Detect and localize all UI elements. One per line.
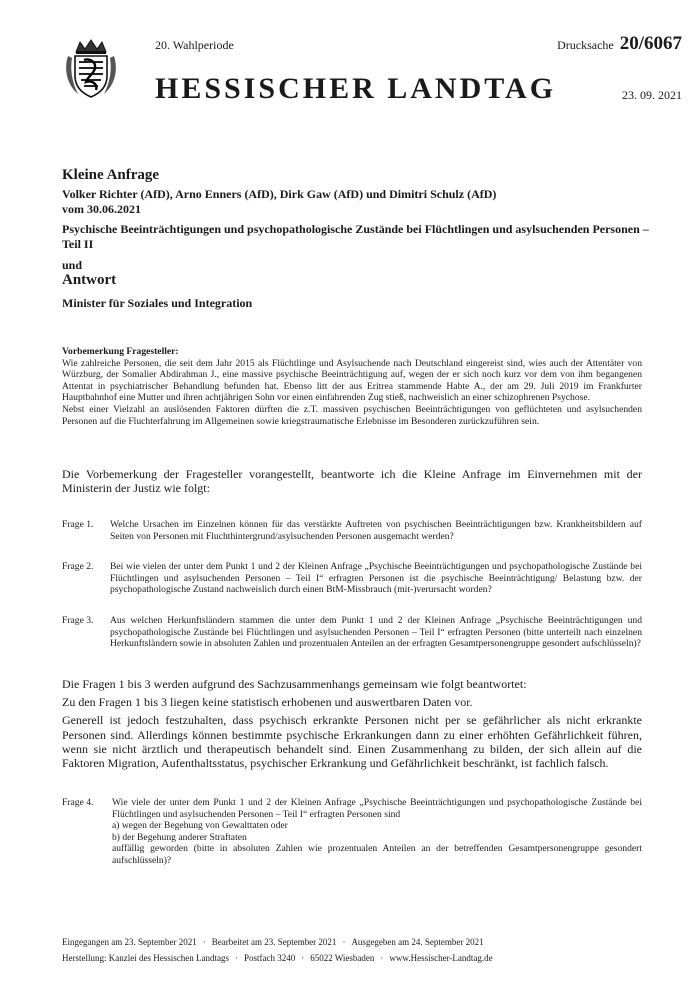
vom-date: vom 30.06.2021 — [62, 202, 141, 216]
frage-text: Bei wie vielen der unter dem Punkt 1 und 2 der Kleinen Anfrage „Psychische Beeinträchtigungen und psychopathologische Zustände bei Flüchtlingen und asylsuchenden Personen – Teil I“ erfragten Personen ist die psychische Beeinträchtigung/ Belastung bzw. der psychopathologische Zustand nachweislich durch einen BtM-Missbrauch (mit-)verursacht worden? — [110, 561, 642, 596]
footer-website-link[interactable]: www.Hessischer-Landtag.de — [389, 953, 493, 963]
und-text: und — [62, 258, 83, 272]
drucksache — [557, 33, 682, 55]
footer-publisher — [62, 953, 642, 963]
answer-paragraph-2: Zu den Fragen 1 bis 3 liegen keine statistisch erhobenen und auswertbaren Daten vor. — [62, 695, 473, 710]
footer-separator: · — [234, 953, 238, 963]
authors-block — [62, 187, 662, 217]
frage-2 — [62, 561, 644, 609]
frage-4-body — [112, 797, 642, 867]
answer-section — [62, 677, 642, 774]
footer-separator: · — [342, 937, 346, 947]
frage-label: Frage 3. — [62, 615, 94, 626]
authors: Volker Richter (AfD), Arno Enners (AfD), Dirk Gaw (AfD) und Dimitri Schulz (AfD) — [62, 187, 497, 201]
footer-dates — [62, 937, 642, 947]
footer-eingegangen: Eingegangen am 23. September 2021 — [62, 937, 197, 947]
answer-paragraph-3: Generell ist jedoch festzuhalten, dass psychisch erkrankte Personen nicht per se gefährlicher als nicht erkrankte Personen sind. Allerdings können bestimmte psychische Erkrankungen dann zu einer erhöhten Gefährlichkeit führen, wenn sie nicht ärztlich und therapeutisch behandelt sind. Einen Zusammenhang zu bilden, der sich allein auf die Faktoren Migration, Aufenthaltsstatus, psychischer Erkrankung und Gefährlichkeit beschränkt, ist fachlich falsch. — [62, 713, 642, 771]
frage-text: Wie viele der unter dem Punkt 1 und 2 der Kleinen Anfrage „Psychische Beeinträchtigungen und psychopathologische Zustände bei Flüchtlingen und asylsuchenden Personen – Teil I“ erfragten Personen sind — [112, 797, 642, 820]
vorbemerkung-paragraph-2: Nebst einer Vielzahl an auslösenden Faktoren dürften die z.T. massiven psychischen Beeinträchtigungen von geflüchteten und asylsuchenden Personen auf die Fluchterfahrung im Allgemeinen sowie kriegstraumatische Erlebnisse im Besonderen zurückzuführen sein. — [62, 403, 642, 427]
footer-separator: · — [202, 937, 206, 947]
frage-text: Welche Ursachen im Einzelnen können für das verstärkte Auftreten von psychischen Beeinträchtigungen bzw. Krankheitsbildern auf Seiten von Personen mit Fluchthintergrund/asylsuchenden Personen ausgemacht werden? — [110, 519, 642, 542]
frage-tail: auffällig geworden (bitte in absoluten Zahlen wie prozentualen Anteilen an der betreffenden Gesamtpersonengruppe gesondert aufschlüsseln)? — [112, 843, 642, 866]
frage-3 — [62, 615, 644, 671]
frage-text: Aus welchen Herkunftsländern stammen die unter dem Punkt 1 und 2 der Kleinen Anfrage „Psychische Beeinträchtigungen und psychopathologische Zustände bei Flüchtlingen und asylsuchenden Personen – Teil I“ erfragten Personen (bitte unterteilt nach einzelnen Herkunftsländern sowie in absoluten Zahlen und prozentualen Anteilen an der erfragten Gesamtpersonengruppe gesondert aufschlüsseln)? — [110, 615, 642, 650]
footer-ausgegeben: Ausgegeben am 24. September 2021 — [351, 937, 484, 947]
frage-4 — [62, 797, 644, 881]
page-title: HESSISCHER LANDTAG — [155, 72, 557, 105]
minister-name: Minister für Soziales und Integration — [62, 296, 253, 310]
drucksache-label: Drucksache — [557, 38, 614, 52]
vorbemerkung-heading: Vorbemerkung Fragesteller: — [62, 346, 179, 357]
vorbemerkung-section — [62, 346, 642, 427]
intro-paragraph: Die Vorbemerkung der Fragesteller vorangestellt, beantworte ich die Kleine Anfrage im Einvernehmen mit der Ministerin der Justiz wie folgt: — [62, 467, 642, 496]
footer-bearbeitet: Bearbeitet am 23. September 2021 — [211, 937, 337, 947]
footer-separator: · — [380, 953, 384, 963]
vorbemerkung-paragraph-1: Wie zahlreiche Personen, die seit dem Jahr 2015 als Flüchtlinge und Asylsuchende nach Deutschland eingereist sind, wies auch der Attentäter von Würzburg, der Somalier Abdirahman J., eine massive psychische Beeinträchtigung auf, wegen der er sich noch kurz vor dem von ihm begangenen Attentat in psychiatrischer Behandlung befunden hat. Ebenso litt der aus Eritrea stammende Habte A., der am 29. Juli 2019 im Frankfurter Hauptbahnhof eine Mutter und ihren achtjährigen Sohn vor einen einfahrenden Zug stieß, nachweislich an einer schizophrenen Psychose. — [62, 357, 642, 404]
document-date: 23. 09. 2021 — [622, 88, 682, 102]
frage-1 — [62, 519, 644, 555]
wahlperiode: 20. Wahlperiode — [155, 38, 234, 52]
frage-label: Frage 1. — [62, 519, 94, 530]
antwort-heading: Antwort — [62, 272, 117, 288]
topic-title: Psychische Beeinträchtigungen und psychopathologische Zustände bei Flüchtlingen und asylsuchenden Personen – Teil II — [62, 222, 649, 251]
footer-separator: · — [301, 953, 305, 963]
footer-herstellung: Herstellung: Kanzlei des Hessischen Landtags — [62, 953, 229, 963]
kleine-anfrage-heading: Kleine Anfrage — [62, 167, 160, 183]
frage-label: Frage 4. — [62, 797, 94, 808]
answer-paragraph-1: Die Fragen 1 bis 3 werden aufgrund des Sachzusammenhangs gemeinsam wie folgt beantwortet: — [62, 677, 527, 691]
footer-postfach: Postfach 3240 — [243, 953, 296, 963]
hessen-coat-of-arms-icon — [62, 38, 120, 100]
frage-item-a: a) wegen der Begehung von Gewalttaten oder — [112, 820, 288, 832]
drucksache-number: 20/6067 — [619, 33, 682, 54]
footer-ort: 65022 Wiesbaden — [310, 953, 375, 963]
frage-label: Frage 2. — [62, 561, 94, 572]
frage-item-b: b) der Begehung anderer Straftaten — [112, 831, 247, 843]
